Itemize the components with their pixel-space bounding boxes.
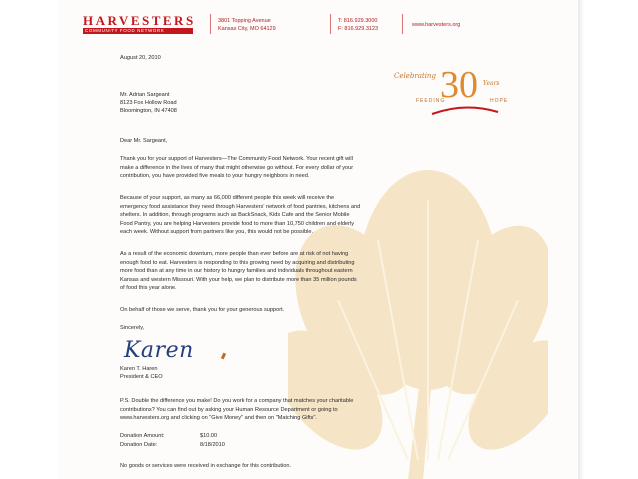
donation-amount-label: Donation Amount: [120,433,165,439]
paragraph-line: As a result of the economic downturn, more people than ever before are at risk of not having [120,251,349,257]
paragraph-line: Because of your support, as many as 66,000 different people this week will receive the [120,195,335,201]
paragraph-line: shelters. In addition, through programs such as BackSnack, Kids Cafe and the Senior Mobile [120,212,350,219]
recipient-city: Bloomington, IN 47408 [120,108,177,114]
paragraph-1 [120,155,498,181]
fax-line: F: 816.929.3123 [338,26,379,32]
postscript-line: P.S. Double the difference you make! Do you work for a company that matches your charitable [120,398,354,404]
celebrating-text: Celebrating [394,72,436,80]
donation-date-value: 8/18/2010 [200,442,225,448]
donation-amount-value: $10.00 [200,433,218,439]
years-text: Years [483,80,500,87]
paragraph-line: each week. Without support from partners like you, this would not be possible. [120,229,314,236]
donation-amount-row [120,432,218,441]
paragraph-4 [120,306,498,315]
hope-text: HOPE [490,98,509,104]
footer-note: No goods or services were received in exchange for this contribution. [120,463,292,469]
signer-name: Karen T. Haren [120,366,158,372]
address-line: Kansas City, MO 64129 [218,26,276,32]
recipient-name: Mr. Adrian Sargeant [120,92,170,98]
header-website: www.harvesters.org [412,22,461,28]
postscript-line: www.harvesters.org and clicking on "Give Money" and then on "Matching Gifts". [120,415,317,422]
signature-mark [221,353,226,360]
logo-wordmark: HARVESTERS [83,13,196,28]
phone-line: T: 816.929.3000 [338,18,378,24]
paragraph-line: Kansas and western Missouri. With your help, we plan to distribute more than 35 million pounds [120,276,357,283]
paragraph-2 [120,194,498,237]
paragraph-line: more food than at any time in our history to hungry families and individuals throughout eastern [120,268,353,275]
anniversary-number: 30 [440,64,478,106]
paragraph-line: Thank you for your support of Harvesters—The Community Food Network. Your recent gift will [120,156,353,162]
recipient-street: 8123 Fox Hollow Road [120,100,177,106]
donation-date-row [120,441,225,450]
paragraph-line: enough food to eat. Harvesters is responding to this growing need by acquiring and distributing [120,259,355,266]
paragraph-line: make a difference in the lives of many that might otherwise go without. For every dollar of your [120,164,354,171]
address-line: 3801 Topping Avenue [218,18,271,24]
letter-date: August 20, 2010 [120,55,161,61]
paragraph-line: On behalf of those we serve, thank you for your generous support. [120,307,285,313]
signer-title: President & CEO [120,374,163,380]
feeding-text: FEEDING [416,98,446,104]
salutation: Dear Mr. Sargeant, [120,138,168,144]
paragraph-line: Food Pantry, you are helping Harvesters provide food to more than 10,750 children and elderly [120,220,355,227]
paragraph-3 [120,250,498,293]
header-divider [210,14,211,34]
page-edge-shadow [578,0,584,479]
paragraph-line: of food this year alone. [120,285,177,292]
paragraph-line: emergency food assistance they need through Harvesters' network of food pantries, kitchens and [120,203,361,210]
header-phone [338,17,378,33]
paragraph-line: contribution, you have provided five meals to your hungry neighbors in need. [120,173,310,180]
handwritten-signature: Karen [124,338,194,363]
logo-subtitle: COMMUNITY FOOD NETWORK [85,28,165,33]
postscript-line: contributions? You can find out by asking your Human Resource Department or going to [120,406,338,413]
postscript [120,397,498,423]
header-divider [402,14,403,34]
header-address [218,17,276,33]
letter-page [58,0,578,479]
closing: Sincerely, [120,325,145,331]
donation-date-label: Donation Date: [120,442,158,448]
header-divider [330,14,331,34]
